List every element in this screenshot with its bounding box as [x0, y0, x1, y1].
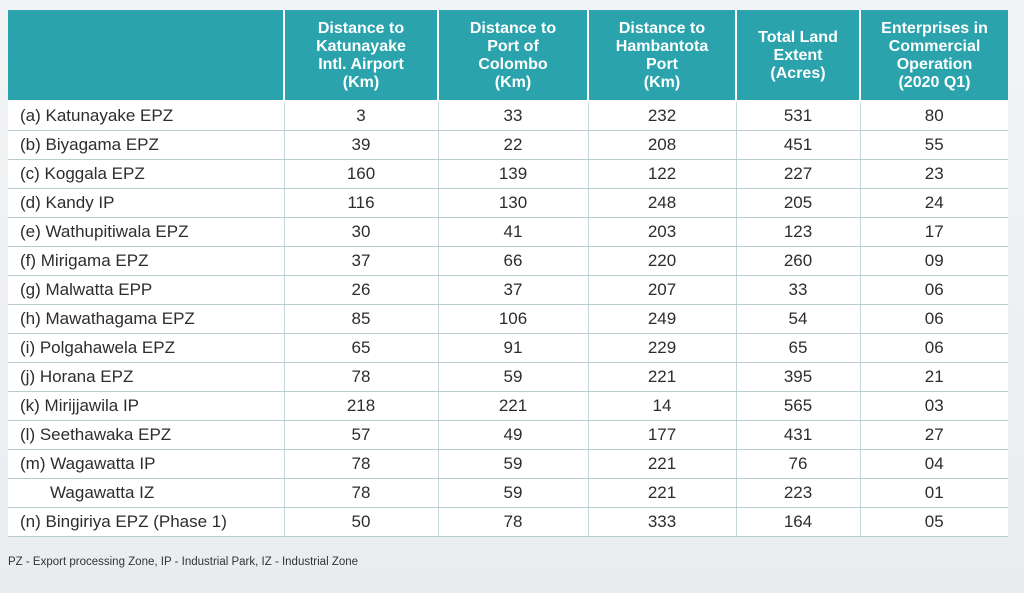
cell-zone-name: (i) Polgahawela EPZ [8, 334, 284, 363]
cell-airport-distance: 160 [284, 160, 438, 189]
cell-colombo-port-distance: 59 [438, 479, 588, 508]
cell-enterprises: 04 [860, 450, 1008, 479]
cell-hambantota-port-distance: 122 [588, 160, 736, 189]
header-zone [8, 10, 284, 101]
cell-colombo-port-distance: 33 [438, 101, 588, 131]
cell-zone-name: (k) Mirijjawila IP [8, 392, 284, 421]
cell-hambantota-port-distance: 220 [588, 247, 736, 276]
cell-airport-distance: 78 [284, 450, 438, 479]
table-row [8, 450, 1008, 479]
cell-zone-name: (l) Seethawaka EPZ [8, 421, 284, 450]
cell-enterprises: 06 [860, 305, 1008, 334]
table-row [8, 189, 1008, 218]
cell-hambantota-port-distance: 203 [588, 218, 736, 247]
table-row [8, 305, 1008, 334]
cell-hambantota-port-distance: 249 [588, 305, 736, 334]
cell-colombo-port-distance: 41 [438, 218, 588, 247]
cell-colombo-port-distance: 139 [438, 160, 588, 189]
cell-enterprises: 23 [860, 160, 1008, 189]
table-header [8, 10, 1008, 101]
cell-land-extent: 123 [736, 218, 860, 247]
table-row [8, 421, 1008, 450]
cell-enterprises: 55 [860, 131, 1008, 160]
cell-zone-name: (f) Mirigama EPZ [8, 247, 284, 276]
cell-zone-name: (d) Kandy IP [8, 189, 284, 218]
header-land-extent: Total Land Extent (Acres) [736, 10, 860, 101]
cell-airport-distance: 26 [284, 276, 438, 305]
cell-airport-distance: 65 [284, 334, 438, 363]
cell-zone-name: (e) Wathupitiwala EPZ [8, 218, 284, 247]
cell-hambantota-port-distance: 232 [588, 101, 736, 131]
cell-airport-distance: 57 [284, 421, 438, 450]
cell-enterprises: 21 [860, 363, 1008, 392]
cell-enterprises: 01 [860, 479, 1008, 508]
cell-zone-name: (c) Koggala EPZ [8, 160, 284, 189]
header-row [8, 10, 1008, 101]
cell-land-extent: 223 [736, 479, 860, 508]
cell-land-extent: 33 [736, 276, 860, 305]
cell-airport-distance: 78 [284, 363, 438, 392]
cell-land-extent: 65 [736, 334, 860, 363]
cell-land-extent: 164 [736, 508, 860, 537]
epz-table [8, 10, 1008, 537]
cell-airport-distance: 78 [284, 479, 438, 508]
table-row [8, 363, 1008, 392]
cell-hambantota-port-distance: 221 [588, 479, 736, 508]
table-row [8, 247, 1008, 276]
cell-zone-name: (h) Mawathagama EPZ [8, 305, 284, 334]
cell-hambantota-port-distance: 14 [588, 392, 736, 421]
cell-hambantota-port-distance: 208 [588, 131, 736, 160]
cell-colombo-port-distance: 78 [438, 508, 588, 537]
cell-zone-name: Wagawatta IZ [8, 479, 284, 508]
table-row [8, 508, 1008, 537]
cell-land-extent: 431 [736, 421, 860, 450]
cell-land-extent: 54 [736, 305, 860, 334]
cell-hambantota-port-distance: 248 [588, 189, 736, 218]
cell-zone-name: (g) Malwatta EPP [8, 276, 284, 305]
cell-colombo-port-distance: 49 [438, 421, 588, 450]
cell-land-extent: 260 [736, 247, 860, 276]
cell-colombo-port-distance: 91 [438, 334, 588, 363]
cell-enterprises: 06 [860, 276, 1008, 305]
cell-airport-distance: 85 [284, 305, 438, 334]
cell-land-extent: 227 [736, 160, 860, 189]
table-row [8, 392, 1008, 421]
header-hambantota-port-distance: Distance to Hambantota Port (Km) [588, 10, 736, 101]
cell-colombo-port-distance: 59 [438, 450, 588, 479]
footnote: PZ - Export processing Zone, IP - Industrial Park, IZ - Industrial Zone [8, 556, 359, 568]
cell-land-extent: 565 [736, 392, 860, 421]
cell-hambantota-port-distance: 177 [588, 421, 736, 450]
cell-airport-distance: 3 [284, 101, 438, 131]
table-row [8, 101, 1008, 131]
cell-colombo-port-distance: 130 [438, 189, 588, 218]
cell-zone-name: (j) Horana EPZ [8, 363, 284, 392]
cell-enterprises: 80 [860, 101, 1008, 131]
header-enterprises: Enterprises in Commercial Operation (2020 Q1) [860, 10, 1008, 101]
table-row [8, 479, 1008, 508]
cell-hambantota-port-distance: 221 [588, 450, 736, 479]
table-row [8, 334, 1008, 363]
cell-hambantota-port-distance: 221 [588, 363, 736, 392]
cell-land-extent: 205 [736, 189, 860, 218]
cell-land-extent: 451 [736, 131, 860, 160]
cell-airport-distance: 30 [284, 218, 438, 247]
table-row [8, 160, 1008, 189]
cell-airport-distance: 50 [284, 508, 438, 537]
cell-hambantota-port-distance: 333 [588, 508, 736, 537]
cell-zone-name: (b) Biyagama EPZ [8, 131, 284, 160]
cell-enterprises: 05 [860, 508, 1008, 537]
cell-airport-distance: 218 [284, 392, 438, 421]
cell-enterprises: 09 [860, 247, 1008, 276]
table-row [8, 218, 1008, 247]
cell-zone-name: (m) Wagawatta IP [8, 450, 284, 479]
cell-zone-name: (n) Bingiriya EPZ (Phase 1) [8, 508, 284, 537]
cell-colombo-port-distance: 106 [438, 305, 588, 334]
cell-enterprises: 24 [860, 189, 1008, 218]
header-airport-distance: Distance to Katunayake Intl. Airport (Km) [284, 10, 438, 101]
cell-land-extent: 76 [736, 450, 860, 479]
table-row [8, 131, 1008, 160]
cell-airport-distance: 37 [284, 247, 438, 276]
cell-land-extent: 395 [736, 363, 860, 392]
epz-table-container [8, 10, 1008, 537]
cell-land-extent: 531 [736, 101, 860, 131]
cell-enterprises: 03 [860, 392, 1008, 421]
cell-zone-name: (a) Katunayake EPZ [8, 101, 284, 131]
cell-enterprises: 17 [860, 218, 1008, 247]
table-body [8, 101, 1008, 537]
cell-airport-distance: 39 [284, 131, 438, 160]
cell-colombo-port-distance: 37 [438, 276, 588, 305]
cell-colombo-port-distance: 59 [438, 363, 588, 392]
cell-airport-distance: 116 [284, 189, 438, 218]
cell-enterprises: 27 [860, 421, 1008, 450]
header-colombo-port-distance: Distance to Port of Colombo (Km) [438, 10, 588, 101]
cell-colombo-port-distance: 221 [438, 392, 588, 421]
cell-hambantota-port-distance: 207 [588, 276, 736, 305]
table-row [8, 276, 1008, 305]
cell-colombo-port-distance: 22 [438, 131, 588, 160]
cell-colombo-port-distance: 66 [438, 247, 588, 276]
cell-hambantota-port-distance: 229 [588, 334, 736, 363]
cell-enterprises: 06 [860, 334, 1008, 363]
